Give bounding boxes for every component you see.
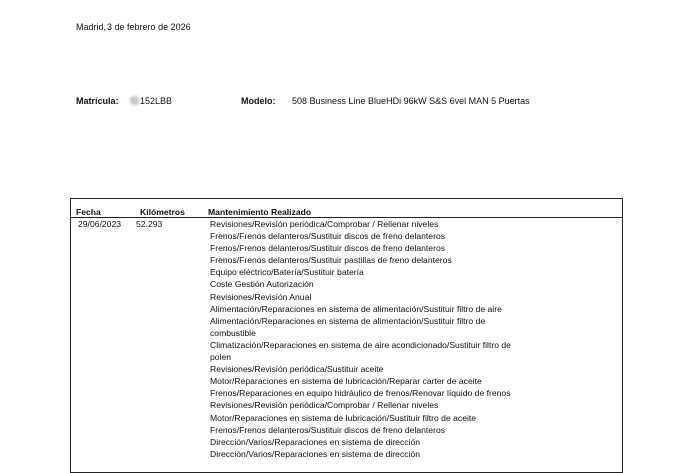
operation-line: Revisiones/Revisión periódica/Sustituir aceite xyxy=(210,364,384,375)
operation-line: Revisiones/Revisión periódica/Comprobar / Rellenar niveles xyxy=(210,219,439,229)
operation-line: combustible xyxy=(210,327,256,338)
model-value: 508 Business Line BlueHDi 96kW S&S 6vel MAN 5 Puertas xyxy=(292,96,530,106)
row-date: 29/06/2023 xyxy=(78,219,122,229)
redacted-mark xyxy=(130,96,139,105)
column-header-kilometros: Kilómetros xyxy=(140,207,185,217)
column-header-mantenimiento: Mantenimiento Realizado xyxy=(208,207,312,217)
plate-value: 152LBB xyxy=(140,96,173,106)
city: Madrid xyxy=(76,22,104,32)
maintenance-table xyxy=(70,198,623,473)
document-date: 3 de febrero de 2026 xyxy=(107,22,191,32)
operation-line: Frenos/Frenos delanteros/Sustituir discos de freno delanteros xyxy=(210,243,446,254)
operation-line: Frenos/Frenos delanteros/Sustituir discos de freno delanteros xyxy=(210,231,446,242)
operation-line: Frenos/Reparaciones en equipo hidráulico de frenos/Renovar líquido de frenos xyxy=(210,388,511,399)
document-date-line xyxy=(76,21,191,33)
plate-value-wrapper xyxy=(130,95,172,107)
operation-line: polen xyxy=(210,352,232,363)
operation-line: Coste Gestión Autorización xyxy=(210,279,314,290)
operation-line: Equipo eléctrico/Batería/Sustituir batería xyxy=(210,267,364,278)
operation-line: Motor/Reparaciones en sistema de lubricación/Sustituir filtro de aceite xyxy=(210,412,477,423)
row-operations xyxy=(210,218,511,460)
model-label: Modelo: xyxy=(241,96,276,106)
operation-line: Alimentación/Reparaciones en sistema de alimentación/Sustituir filtro de aire xyxy=(210,303,502,314)
operation-line: Dirección/Varios/Reparaciones en sistema de dirección xyxy=(210,448,421,459)
row-kilometers: 52.293 xyxy=(136,219,163,229)
operation-line: Climatización/Reparaciones en sistema de aire acondicionado/Sustituir filtro de xyxy=(210,339,511,350)
plate-label: Matrícula: xyxy=(76,96,119,106)
operation-line: Revisiones/Revisión periódica/Comprobar / Rellenar niveles xyxy=(210,400,439,411)
operation-line: Motor/Reparaciones en sistema de lubricación/Reparar carter de aceite xyxy=(210,376,482,387)
column-header-fecha: Fecha xyxy=(76,207,101,217)
operation-line: Frenos/Frenos delanteros/Sustituir pastillas de freno delanteros xyxy=(210,255,452,266)
operation-line: Dirección/Varios/Reparaciones en sistema de dirección xyxy=(210,436,421,447)
operation-line: Revisiones/Revisión Anual xyxy=(210,291,312,302)
operation-line: Frenos/Frenos delanteros/Sustituir discos de freno delanteros xyxy=(210,424,446,435)
date-separator: , xyxy=(103,22,107,32)
operation-line: Alimentación/Reparaciones en sistema de alimentación/Sustituir filtro de xyxy=(210,315,486,326)
